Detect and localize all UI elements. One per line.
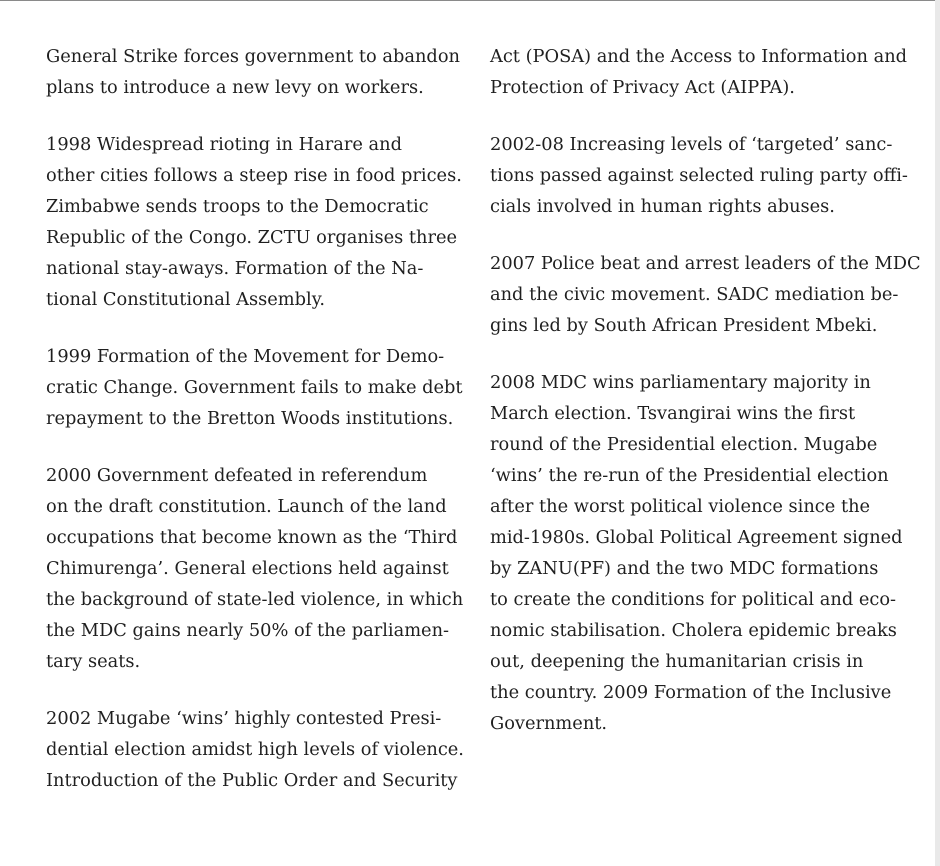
text-line: Zimbabwe sends troops to the Democratic <box>46 196 429 217</box>
text-line: 2002-08 Increasing levels of ‘targeted’ sanc- <box>490 134 893 155</box>
text-line: Republic of the Congo. ZCTU organises three <box>46 227 458 248</box>
text-line: other cities follows a steep rise in food prices. <box>46 165 462 186</box>
text-line: the country. 2009 Formation of the Inclusive <box>490 682 892 703</box>
right-column <box>490 41 921 765</box>
timeline-paragraph <box>490 41 908 103</box>
timeline-paragraph <box>46 129 462 315</box>
text-line: Protection of Privacy Act (AIPPA). <box>490 77 795 98</box>
text-line: Act (POSA) and the Access to Information and <box>490 46 908 67</box>
text-line: the MDC gains nearly 50% of the parliamen- <box>46 620 450 641</box>
text-line: 2002 Mugabe ‘wins’ highly contested Presi- <box>46 708 442 729</box>
text-line: on the draft constitution. Launch of the land <box>46 496 447 517</box>
text-line: ‘wins’ the re-run of the Presidential election <box>490 465 889 486</box>
text-line: dential election amidst high levels of violence. <box>46 739 464 760</box>
timeline-paragraph <box>46 703 464 796</box>
text-line: Introduction of the Public Order and Security <box>46 770 458 791</box>
timeline-paragraph <box>46 460 464 677</box>
text-line: 1998 Widespread rioting in Harare and <box>46 134 402 155</box>
page-edge <box>935 0 940 866</box>
timeline-paragraph <box>490 129 908 222</box>
left-column <box>46 41 464 822</box>
text-line: out, deepening the humanitarian crisis in <box>490 651 864 672</box>
text-line: national stay-aways. Formation of the Na- <box>46 258 424 279</box>
text-line: 2007 Police beat and arrest leaders of the MDC <box>490 253 921 274</box>
text-line: 2000 Government defeated in referendum <box>46 465 428 486</box>
text-line: gins led by South African President Mbeki. <box>490 315 878 336</box>
text-line: nomic stabilisation. Cholera epidemic breaks <box>490 620 897 641</box>
timeline-paragraph <box>490 367 903 739</box>
text-line: Government. <box>490 713 608 734</box>
text-line: the background of state-led violence, in which <box>46 589 464 610</box>
text-line: plans to introduce a new levy on workers. <box>46 77 424 98</box>
text-line: March election. Tsvangirai wins the first <box>490 403 856 424</box>
timeline-paragraph <box>490 248 921 341</box>
text-line: tions passed against selected ruling party offi- <box>490 165 908 186</box>
text-line: occupations that become known as the ‘Third <box>46 527 458 548</box>
text-line: round of the Presidential election. Mugabe <box>490 434 878 455</box>
timeline-paragraph <box>46 41 460 103</box>
text-line: mid-1980s. Global Political Agreement signed <box>490 527 903 548</box>
text-line: to create the conditions for political and eco- <box>490 589 897 610</box>
text-line: cratic Change. Government fails to make debt <box>46 377 463 398</box>
text-line: by ZANU(PF) and the two MDC formations <box>490 558 879 579</box>
text-line: tary seats. <box>46 651 141 672</box>
top-border <box>0 0 940 1</box>
text-line: after the worst political violence since the <box>490 496 871 517</box>
text-line: 1999 Formation of the Movement for Demo- <box>46 346 445 367</box>
text-line: cials involved in human rights abuses. <box>490 196 835 217</box>
text-line: and the civic movement. SADC mediation be- <box>490 284 899 305</box>
text-line: 2008 MDC wins parliamentary majority in <box>490 372 871 393</box>
text-line: tional Constitutional Assembly. <box>46 289 326 310</box>
timeline-paragraph <box>46 341 463 434</box>
text-line: General Strike forces government to abandon <box>46 46 460 67</box>
text-line: repayment to the Bretton Woods institutions. <box>46 408 454 429</box>
text-line: Chimurenga’. General elections held against <box>46 558 449 579</box>
